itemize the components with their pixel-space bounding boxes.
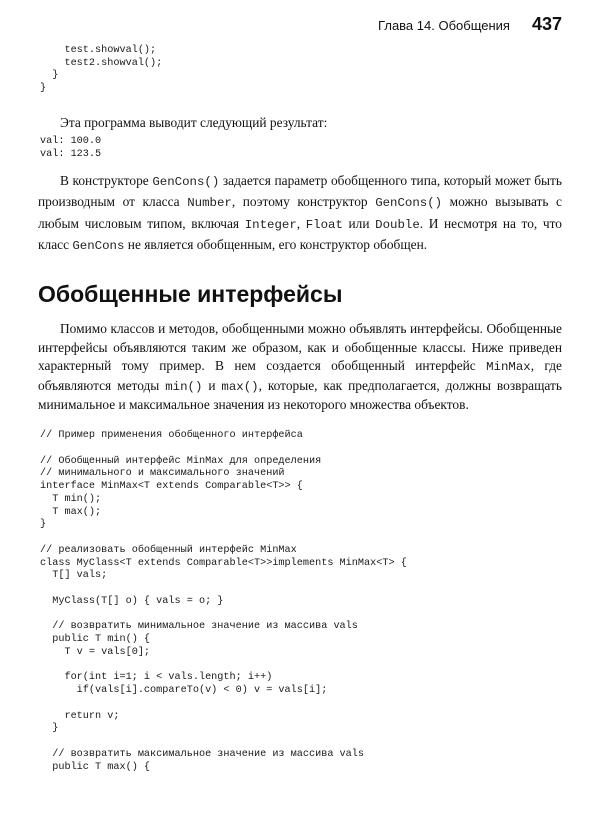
text-run: . И несмотря на то, что класс xyxy=(38,215,562,253)
text-run: или xyxy=(342,215,376,231)
paragraph-constructor xyxy=(38,171,562,257)
inline-code: GenCons() xyxy=(152,175,220,189)
text-run: задается параметр обобщенного типа, который может быть производным от класса xyxy=(38,173,562,210)
inline-code: Number xyxy=(187,196,232,211)
text-run: и xyxy=(202,377,222,393)
text-run: не является обобщенным, его конструктор обобщен. xyxy=(124,237,428,253)
text-run: , где объявляются методы xyxy=(38,358,563,393)
inline-code: Float xyxy=(305,217,343,232)
inline-code: GenCons xyxy=(72,239,125,254)
paragraph-generic-interfaces xyxy=(38,320,562,415)
inline-code: MinMax xyxy=(486,360,531,375)
text-run: В конструкторе xyxy=(60,173,153,188)
text-run: можно вызывать с любым числовым типом, включая xyxy=(38,194,563,231)
code-listing-minmax: // Пример применения обобщенного интерфейса // Обобщенный интерфейс MinMax для определения // минимального и максимального значений interface MinMax<T extends Comparable<T>> { T min(); T max(); } // реализовать обобщенный интерфейс MinMax class MyClass<T extends Comparable<T>>implements MinMax<T> { T[] vals; MyClass(T[] o) { vals = o; } // возвратить минимальное значение из массива vals public T min() { T v = vals[0]; for(int i=1; i < vals.length; i++) if(vals[i].compareTo(v) < 0) v = vals[i]; return v; } // возвратить максимальное значение из массива vals public T max() { xyxy=(40,430,407,773)
inline-code: max() xyxy=(221,379,259,394)
text-run: , xyxy=(296,215,306,231)
text-run: Помимо классов и методов, обобщенными можно объявлять интерфейсы. Обобщенные интерфейсы объявляются таким же образом, как и обобщенные классы. Ниже приведен характерный тому пример. В нем создается обобщенный интерфейс xyxy=(38,321,562,374)
page-header xyxy=(0,14,562,38)
inline-code: Integer xyxy=(244,217,297,232)
inline-code: Double xyxy=(375,217,420,232)
program-output: val: 100.0 val: 123.5 xyxy=(40,136,102,160)
text-run: , поэтому конструктор xyxy=(231,194,376,210)
chapter-title: Глава 14. Обобщения xyxy=(378,18,510,33)
paragraph-output-intro: Эта программа выводит следующий результат: xyxy=(60,115,328,130)
text-run: , которые, как предполагается, должны возвращать минимальное и максимальное значения из некоторого множества объектов. xyxy=(38,377,562,413)
code-listing-top: test.showval(); test2.showval(); } } xyxy=(40,45,163,95)
inline-code: GenCons() xyxy=(375,196,443,211)
page-number: 437 xyxy=(531,14,562,34)
inline-code: min() xyxy=(165,379,203,394)
section-heading: Обобщенные интерфейсы xyxy=(38,281,343,307)
